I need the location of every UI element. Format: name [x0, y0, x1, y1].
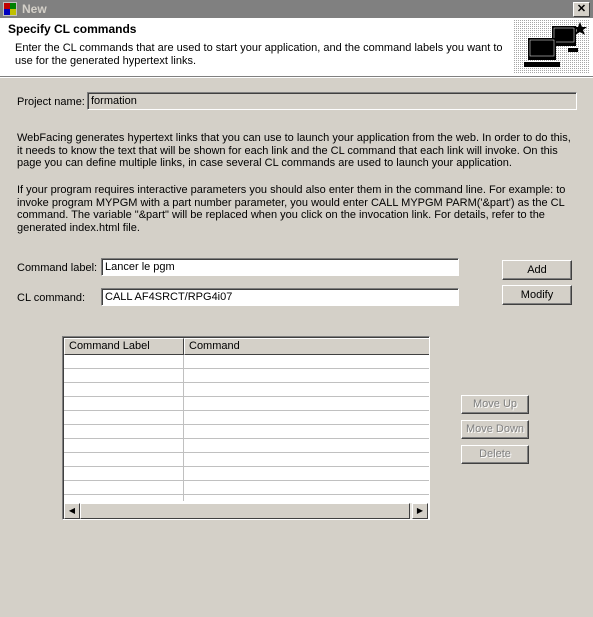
scroll-left-icon[interactable]: ◀: [64, 503, 80, 519]
table-row[interactable]: [64, 397, 430, 411]
scrollbar-thumb[interactable]: [80, 503, 410, 519]
close-button[interactable]: ✕: [573, 2, 590, 17]
window-title: New: [22, 2, 47, 16]
move-up-button[interactable]: Move Up: [461, 395, 529, 414]
table-row[interactable]: [64, 369, 430, 383]
commands-table[interactable]: [62, 336, 430, 520]
info-paragraph-2: If your program requires interactive parameters you should also enter them in the command line. For example: to invoke program MYPGM with a part number parameter, you would enter CALL MYPGM PARM('&part') as the CL command. The variable "&part" will be replaced when you click on the invocation link. For details, refer to the generated index.html file.: [17, 184, 566, 234]
wizard-header: [0, 18, 593, 77]
delete-button[interactable]: Delete: [461, 445, 529, 464]
table-row[interactable]: [64, 355, 430, 369]
cl-command-label: CL command:: [17, 292, 86, 304]
table-row[interactable]: [64, 481, 430, 495]
horizontal-scrollbar[interactable]: [64, 503, 428, 519]
project-name-field: formation: [87, 92, 577, 110]
command-label-input[interactable]: Lancer le pgm: [101, 258, 459, 276]
move-down-button[interactable]: Move Down: [461, 420, 529, 439]
page-description: Enter the CL commands that are used to start your application, and the command labels you want to use for the generated hypertext links.: [15, 42, 503, 67]
column-header-command-label[interactable]: Command Label: [64, 338, 184, 355]
scroll-right-icon[interactable]: ▶: [412, 503, 428, 519]
table-row[interactable]: [64, 439, 430, 453]
column-divider: [183, 355, 184, 501]
computers-network-icon: [514, 20, 590, 74]
header-separator: [0, 77, 593, 78]
modify-button[interactable]: Modify: [502, 285, 572, 305]
table-row[interactable]: [64, 425, 430, 439]
column-header-command[interactable]: Command: [184, 338, 430, 355]
add-button[interactable]: Add: [502, 260, 572, 280]
table-header: [64, 338, 430, 355]
cl-command-input[interactable]: CALL AF4SRCT/RPG4i07: [101, 288, 459, 306]
command-label-label: Command label:: [17, 262, 98, 274]
page-title: Specify CL commands: [8, 22, 137, 36]
table-row[interactable]: [64, 467, 430, 481]
app-icon: [3, 2, 17, 16]
table-row[interactable]: [64, 383, 430, 397]
table-row[interactable]: [64, 411, 430, 425]
table-row[interactable]: [64, 453, 430, 467]
project-name-label: Project name:: [17, 96, 85, 108]
title-bar: [0, 0, 593, 18]
info-paragraph-1: WebFacing generates hypertext links that you can use to launch your application from the web. In order to do this, it needs to know the text that will be shown for each link and the CL command that each link will invoke. On this page you can define multiple links, in case several CL commands are used to launch your application.: [17, 132, 571, 169]
